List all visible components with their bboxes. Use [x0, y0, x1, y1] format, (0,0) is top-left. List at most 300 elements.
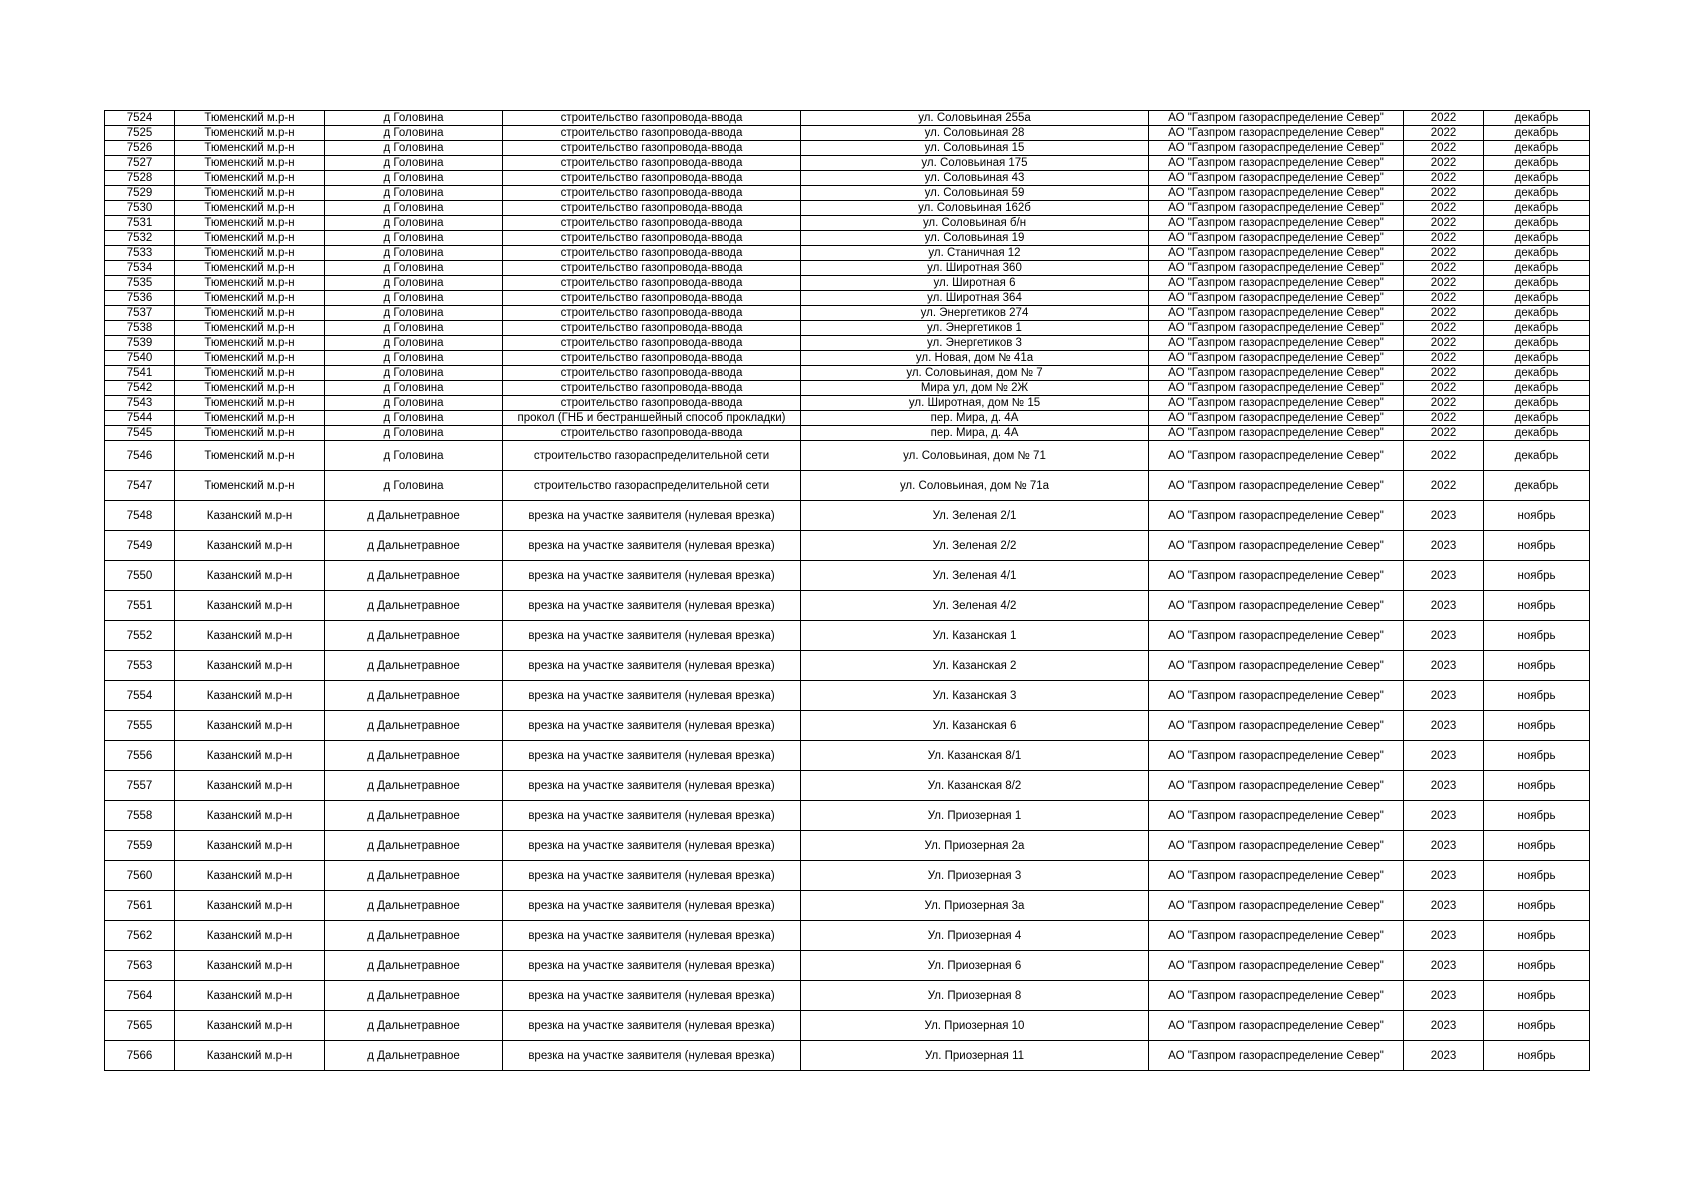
organization-cell: АО "Газпром газораспределение Север" [1149, 261, 1404, 276]
address-cell: Ул. Приозерная 1 [801, 801, 1149, 831]
settlement-cell: д Головина [325, 426, 503, 441]
address-cell: Ул. Приозерная 3 [801, 861, 1149, 891]
month-cell: декабрь [1484, 471, 1590, 501]
month-cell: декабрь [1484, 426, 1590, 441]
work-type-cell: строительство газопровода-ввода [503, 186, 801, 201]
row-number-cell: 7555 [105, 711, 175, 741]
row-number-cell: 7544 [105, 411, 175, 426]
work-type-cell: строительство газопровода-ввода [503, 261, 801, 276]
district-cell: Тюменский м.р-н [175, 471, 325, 501]
row-number-cell: 7532 [105, 231, 175, 246]
year-cell: 2022 [1404, 336, 1484, 351]
year-cell: 2023 [1404, 531, 1484, 561]
address-cell: Ул. Казанская 8/2 [801, 771, 1149, 801]
year-cell: 2023 [1404, 621, 1484, 651]
table-row [105, 396, 1590, 411]
row-number-cell: 7525 [105, 126, 175, 141]
month-cell: декабрь [1484, 441, 1590, 471]
month-cell: ноябрь [1484, 741, 1590, 771]
month-cell: ноябрь [1484, 1011, 1590, 1041]
table-row [105, 336, 1590, 351]
address-cell: ул. Соловьиная, дом № 71 [801, 441, 1149, 471]
district-cell: Казанский м.р-н [175, 591, 325, 621]
month-cell: ноябрь [1484, 801, 1590, 831]
district-cell: Казанский м.р-н [175, 801, 325, 831]
settlement-cell: д Дальнетравное [325, 891, 503, 921]
table-row [105, 1041, 1590, 1071]
table-row [105, 1011, 1590, 1041]
organization-cell: АО "Газпром газораспределение Север" [1149, 891, 1404, 921]
district-cell: Тюменский м.р-н [175, 381, 325, 396]
work-type-cell: врезка на участке заявителя (нулевая врезка) [503, 561, 801, 591]
address-cell: ул. Соловьиная 15 [801, 141, 1149, 156]
work-type-cell: врезка на участке заявителя (нулевая врезка) [503, 891, 801, 921]
work-type-cell: врезка на участке заявителя (нулевая врезка) [503, 771, 801, 801]
month-cell: ноябрь [1484, 831, 1590, 861]
work-type-cell: строительство газопровода-ввода [503, 201, 801, 216]
settlement-cell: д Головина [325, 471, 503, 501]
year-cell: 2022 [1404, 231, 1484, 246]
address-cell: Ул. Казанская 3 [801, 681, 1149, 711]
table-row [105, 621, 1590, 651]
address-cell: Ул. Приозерная 6 [801, 951, 1149, 981]
work-type-cell: врезка на участке заявителя (нулевая врезка) [503, 531, 801, 561]
year-cell: 2023 [1404, 561, 1484, 591]
settlement-cell: д Головина [325, 231, 503, 246]
address-cell: ул. Соловьиная, дом № 7 [801, 366, 1149, 381]
settlement-cell: д Головина [325, 366, 503, 381]
district-cell: Казанский м.р-н [175, 981, 325, 1011]
work-type-cell: строительство газопровода-ввода [503, 231, 801, 246]
organization-cell: АО "Газпром газораспределение Север" [1149, 321, 1404, 336]
organization-cell: АО "Газпром газораспределение Север" [1149, 141, 1404, 156]
work-type-cell: строительство газопровода-ввода [503, 246, 801, 261]
district-cell: Казанский м.р-н [175, 1011, 325, 1041]
organization-cell: АО "Газпром газораспределение Север" [1149, 186, 1404, 201]
organization-cell: АО "Газпром газораспределение Север" [1149, 621, 1404, 651]
address-cell: Ул. Приозерная 11 [801, 1041, 1149, 1071]
table-row [105, 471, 1590, 501]
organization-cell: АО "Газпром газораспределение Север" [1149, 306, 1404, 321]
row-number-cell: 7527 [105, 156, 175, 171]
year-cell: 2023 [1404, 861, 1484, 891]
work-type-cell: врезка на участке заявителя (нулевая врезка) [503, 681, 801, 711]
work-type-cell: строительство газопровода-ввода [503, 216, 801, 231]
work-type-cell: врезка на участке заявителя (нулевая врезка) [503, 1011, 801, 1041]
row-number-cell: 7554 [105, 681, 175, 711]
year-cell: 2022 [1404, 291, 1484, 306]
table-row [105, 501, 1590, 531]
settlement-cell: д Дальнетравное [325, 951, 503, 981]
row-number-cell: 7562 [105, 921, 175, 951]
row-number-cell: 7547 [105, 471, 175, 501]
year-cell: 2022 [1404, 351, 1484, 366]
organization-cell: АО "Газпром газораспределение Север" [1149, 981, 1404, 1011]
settlement-cell: д Дальнетравное [325, 771, 503, 801]
address-cell: Ул. Приозерная 8 [801, 981, 1149, 1011]
district-cell: Казанский м.р-н [175, 741, 325, 771]
row-number-cell: 7539 [105, 336, 175, 351]
organization-cell: АО "Газпром газораспределение Север" [1149, 861, 1404, 891]
year-cell: 2023 [1404, 831, 1484, 861]
district-cell: Казанский м.р-н [175, 531, 325, 561]
settlement-cell: д Головина [325, 156, 503, 171]
organization-cell: АО "Газпром газораспределение Север" [1149, 681, 1404, 711]
row-number-cell: 7535 [105, 276, 175, 291]
settlement-cell: д Головина [325, 261, 503, 276]
organization-cell: АО "Газпром газораспределение Север" [1149, 471, 1404, 501]
row-number-cell: 7561 [105, 891, 175, 921]
year-cell: 2023 [1404, 711, 1484, 741]
organization-cell: АО "Газпром газораспределение Север" [1149, 231, 1404, 246]
row-number-cell: 7553 [105, 651, 175, 681]
row-number-cell: 7557 [105, 771, 175, 801]
settlement-cell: д Дальнетравное [325, 711, 503, 741]
table-row [105, 426, 1590, 441]
district-cell: Казанский м.р-н [175, 951, 325, 981]
address-cell: Ул. Приозерная 10 [801, 1011, 1149, 1041]
district-cell: Казанский м.р-н [175, 1041, 325, 1071]
settlement-cell: д Головина [325, 441, 503, 471]
year-cell: 2022 [1404, 156, 1484, 171]
address-cell: Ул. Приозерная 3а [801, 891, 1149, 921]
settlement-cell: д Дальнетравное [325, 861, 503, 891]
district-cell: Казанский м.р-н [175, 771, 325, 801]
district-cell: Тюменский м.р-н [175, 276, 325, 291]
work-type-cell: врезка на участке заявителя (нулевая врезка) [503, 801, 801, 831]
table-row [105, 651, 1590, 681]
year-cell: 2022 [1404, 126, 1484, 141]
table-row [105, 156, 1590, 171]
organization-cell: АО "Газпром газораспределение Север" [1149, 951, 1404, 981]
address-cell: Ул. Приозерная 4 [801, 921, 1149, 951]
district-cell: Тюменский м.р-н [175, 186, 325, 201]
month-cell: декабрь [1484, 381, 1590, 396]
table-row [105, 741, 1590, 771]
year-cell: 2022 [1404, 366, 1484, 381]
organization-cell: АО "Газпром газораспределение Север" [1149, 156, 1404, 171]
year-cell: 2022 [1404, 441, 1484, 471]
year-cell: 2023 [1404, 771, 1484, 801]
work-type-cell: строительство газопровода-ввода [503, 306, 801, 321]
settlement-cell: д Дальнетравное [325, 981, 503, 1011]
district-cell: Тюменский м.р-н [175, 171, 325, 186]
work-type-cell: врезка на участке заявителя (нулевая врезка) [503, 981, 801, 1011]
year-cell: 2022 [1404, 276, 1484, 291]
month-cell: декабрь [1484, 276, 1590, 291]
row-number-cell: 7549 [105, 531, 175, 561]
settlement-cell: д Головина [325, 126, 503, 141]
address-cell: ул. Энергетиков 3 [801, 336, 1149, 351]
row-number-cell: 7528 [105, 171, 175, 186]
work-type-cell: строительство газопровода-ввода [503, 156, 801, 171]
organization-cell: АО "Газпром газораспределение Север" [1149, 126, 1404, 141]
address-cell: ул. Соловьиная 28 [801, 126, 1149, 141]
row-number-cell: 7550 [105, 561, 175, 591]
row-number-cell: 7534 [105, 261, 175, 276]
address-cell: ул. Соловьиная 19 [801, 231, 1149, 246]
row-number-cell: 7548 [105, 501, 175, 531]
year-cell: 2022 [1404, 471, 1484, 501]
table-row [105, 951, 1590, 981]
organization-cell: АО "Газпром газораспределение Север" [1149, 651, 1404, 681]
district-cell: Казанский м.р-н [175, 921, 325, 951]
month-cell: ноябрь [1484, 1041, 1590, 1071]
row-number-cell: 7558 [105, 801, 175, 831]
month-cell: декабрь [1484, 156, 1590, 171]
district-cell: Тюменский м.р-н [175, 396, 325, 411]
address-cell: пер. Мира, д. 4А [801, 411, 1149, 426]
row-number-cell: 7541 [105, 366, 175, 381]
settlement-cell: д Дальнетравное [325, 561, 503, 591]
organization-cell: АО "Газпром газораспределение Север" [1149, 396, 1404, 411]
month-cell: ноябрь [1484, 711, 1590, 741]
address-cell: Ул. Зеленая 2/1 [801, 501, 1149, 531]
settlement-cell: д Головина [325, 321, 503, 336]
table-row [105, 771, 1590, 801]
table-row [105, 681, 1590, 711]
work-type-cell: врезка на участке заявителя (нулевая врезка) [503, 831, 801, 861]
address-cell: ул. Станичная 12 [801, 246, 1149, 261]
table-row [105, 591, 1590, 621]
address-cell: ул. Широтная 360 [801, 261, 1149, 276]
table-row [105, 216, 1590, 231]
organization-cell: АО "Газпром газораспределение Север" [1149, 171, 1404, 186]
work-type-cell: строительство газораспределительной сети [503, 441, 801, 471]
work-type-cell: строительство газопровода-ввода [503, 336, 801, 351]
year-cell: 2022 [1404, 186, 1484, 201]
settlement-cell: д Головина [325, 336, 503, 351]
organization-cell: АО "Газпром газораспределение Север" [1149, 276, 1404, 291]
organization-cell: АО "Газпром газораспределение Север" [1149, 531, 1404, 561]
organization-cell: АО "Газпром газораспределение Север" [1149, 741, 1404, 771]
address-cell: Мира ул, дом № 2Ж [801, 381, 1149, 396]
year-cell: 2022 [1404, 306, 1484, 321]
table-row [105, 921, 1590, 951]
settlement-cell: д Головина [325, 186, 503, 201]
address-cell: Ул. Зеленая 4/2 [801, 591, 1149, 621]
month-cell: ноябрь [1484, 591, 1590, 621]
table-row [105, 111, 1590, 126]
table-row [105, 231, 1590, 246]
work-type-cell: строительство газопровода-ввода [503, 126, 801, 141]
district-cell: Казанский м.р-н [175, 711, 325, 741]
row-number-cell: 7524 [105, 111, 175, 126]
month-cell: декабрь [1484, 261, 1590, 276]
settlement-cell: д Дальнетравное [325, 741, 503, 771]
address-cell: Ул. Казанская 1 [801, 621, 1149, 651]
district-cell: Тюменский м.р-н [175, 156, 325, 171]
table-row [105, 261, 1590, 276]
district-cell: Тюменский м.р-н [175, 306, 325, 321]
year-cell: 2022 [1404, 246, 1484, 261]
settlement-cell: д Дальнетравное [325, 531, 503, 561]
month-cell: ноябрь [1484, 651, 1590, 681]
district-cell: Казанский м.р-н [175, 501, 325, 531]
address-cell: ул. Энергетиков 1 [801, 321, 1149, 336]
year-cell: 2023 [1404, 591, 1484, 621]
organization-cell: АО "Газпром газораспределение Север" [1149, 921, 1404, 951]
settlement-cell: д Головина [325, 141, 503, 156]
row-number-cell: 7537 [105, 306, 175, 321]
district-cell: Казанский м.р-н [175, 861, 325, 891]
gas-connection-table [104, 110, 1590, 1071]
work-type-cell: строительство газопровода-ввода [503, 321, 801, 336]
work-type-cell: строительство газопровода-ввода [503, 381, 801, 396]
row-number-cell: 7545 [105, 426, 175, 441]
row-number-cell: 7551 [105, 591, 175, 621]
month-cell: декабрь [1484, 231, 1590, 246]
organization-cell: АО "Газпром газораспределение Север" [1149, 246, 1404, 261]
work-type-cell: строительство газораспределительной сети [503, 471, 801, 501]
organization-cell: АО "Газпром газораспределение Север" [1149, 711, 1404, 741]
organization-cell: АО "Газпром газораспределение Север" [1149, 1041, 1404, 1071]
organization-cell: АО "Газпром газораспределение Север" [1149, 111, 1404, 126]
table-row [105, 141, 1590, 156]
table-row [105, 276, 1590, 291]
district-cell: Тюменский м.р-н [175, 231, 325, 246]
row-number-cell: 7559 [105, 831, 175, 861]
row-number-cell: 7552 [105, 621, 175, 651]
month-cell: ноябрь [1484, 501, 1590, 531]
work-type-cell: врезка на участке заявителя (нулевая врезка) [503, 501, 801, 531]
year-cell: 2022 [1404, 171, 1484, 186]
month-cell: ноябрь [1484, 681, 1590, 711]
district-cell: Тюменский м.р-н [175, 366, 325, 381]
month-cell: декабрь [1484, 126, 1590, 141]
district-cell: Тюменский м.р-н [175, 426, 325, 441]
year-cell: 2023 [1404, 981, 1484, 1011]
district-cell: Тюменский м.р-н [175, 126, 325, 141]
year-cell: 2022 [1404, 321, 1484, 336]
address-cell: Ул. Казанская 6 [801, 711, 1149, 741]
address-cell: пер. Мира, д. 4А [801, 426, 1149, 441]
work-type-cell: врезка на участке заявителя (нулевая врезка) [503, 621, 801, 651]
district-cell: Казанский м.р-н [175, 831, 325, 861]
district-cell: Тюменский м.р-н [175, 291, 325, 306]
month-cell: декабрь [1484, 186, 1590, 201]
settlement-cell: д Дальнетравное [325, 921, 503, 951]
table-row [105, 366, 1590, 381]
settlement-cell: д Головина [325, 381, 503, 396]
settlement-cell: д Дальнетравное [325, 801, 503, 831]
month-cell: ноябрь [1484, 561, 1590, 591]
organization-cell: АО "Газпром газораспределение Север" [1149, 831, 1404, 861]
work-type-cell: врезка на участке заявителя (нулевая врезка) [503, 591, 801, 621]
settlement-cell: д Головина [325, 276, 503, 291]
month-cell: ноябрь [1484, 531, 1590, 561]
work-type-cell: строительство газопровода-ввода [503, 171, 801, 186]
table-row [105, 441, 1590, 471]
row-number-cell: 7546 [105, 441, 175, 471]
work-type-cell: врезка на участке заявителя (нулевая врезка) [503, 651, 801, 681]
table-row [105, 306, 1590, 321]
organization-cell: АО "Газпром газораспределение Север" [1149, 561, 1404, 591]
organization-cell: АО "Газпром газораспределение Север" [1149, 591, 1404, 621]
settlement-cell: д Головина [325, 171, 503, 186]
year-cell: 2022 [1404, 381, 1484, 396]
work-type-cell: строительство газопровода-ввода [503, 396, 801, 411]
month-cell: ноябрь [1484, 951, 1590, 981]
month-cell: декабрь [1484, 216, 1590, 231]
row-number-cell: 7565 [105, 1011, 175, 1041]
row-number-cell: 7543 [105, 396, 175, 411]
year-cell: 2023 [1404, 921, 1484, 951]
district-cell: Тюменский м.р-н [175, 351, 325, 366]
year-cell: 2022 [1404, 201, 1484, 216]
month-cell: декабрь [1484, 201, 1590, 216]
settlement-cell: д Головина [325, 306, 503, 321]
organization-cell: АО "Газпром газораспределение Север" [1149, 291, 1404, 306]
year-cell: 2023 [1404, 501, 1484, 531]
address-cell: Ул. Казанская 2 [801, 651, 1149, 681]
table-row [105, 561, 1590, 591]
table-row [105, 291, 1590, 306]
address-cell: ул. Энергетиков 274 [801, 306, 1149, 321]
organization-cell: АО "Газпром газораспределение Север" [1149, 426, 1404, 441]
address-cell: Ул. Приозерная 2а [801, 831, 1149, 861]
year-cell: 2022 [1404, 216, 1484, 231]
organization-cell: АО "Газпром газораспределение Север" [1149, 771, 1404, 801]
table-row [105, 861, 1590, 891]
organization-cell: АО "Газпром газораспределение Север" [1149, 336, 1404, 351]
table-row [105, 411, 1590, 426]
row-number-cell: 7538 [105, 321, 175, 336]
month-cell: декабрь [1484, 396, 1590, 411]
month-cell: ноябрь [1484, 891, 1590, 921]
month-cell: декабрь [1484, 141, 1590, 156]
table-row [105, 891, 1590, 921]
work-type-cell: строительство газопровода-ввода [503, 366, 801, 381]
work-type-cell: врезка на участке заявителя (нулевая врезка) [503, 711, 801, 741]
address-cell: ул. Широтная, дом № 15 [801, 396, 1149, 411]
district-cell: Тюменский м.р-н [175, 411, 325, 426]
district-cell: Тюменский м.р-н [175, 336, 325, 351]
table-row [105, 801, 1590, 831]
month-cell: декабрь [1484, 111, 1590, 126]
district-cell: Тюменский м.р-н [175, 261, 325, 276]
address-cell: ул. Соловьиная, дом № 71а [801, 471, 1149, 501]
row-number-cell: 7560 [105, 861, 175, 891]
organization-cell: АО "Газпром газораспределение Север" [1149, 411, 1404, 426]
work-type-cell: строительство газопровода-ввода [503, 426, 801, 441]
work-type-cell: строительство газопровода-ввода [503, 351, 801, 366]
row-number-cell: 7540 [105, 351, 175, 366]
work-type-cell: прокол (ГНБ и бестраншейный способ прокладки) [503, 411, 801, 426]
row-number-cell: 7531 [105, 216, 175, 231]
table-row [105, 981, 1590, 1011]
row-number-cell: 7566 [105, 1041, 175, 1071]
settlement-cell: д Головина [325, 246, 503, 261]
address-cell: ул. Соловьиная 59 [801, 186, 1149, 201]
organization-cell: АО "Газпром газораспределение Север" [1149, 366, 1404, 381]
settlement-cell: д Дальнетравное [325, 831, 503, 861]
settlement-cell: д Головина [325, 351, 503, 366]
table-row [105, 381, 1590, 396]
organization-cell: АО "Газпром газораспределение Север" [1149, 216, 1404, 231]
district-cell: Казанский м.р-н [175, 651, 325, 681]
organization-cell: АО "Газпром газораспределение Север" [1149, 501, 1404, 531]
address-cell: ул. Соловьиная б/н [801, 216, 1149, 231]
work-type-cell: строительство газопровода-ввода [503, 276, 801, 291]
settlement-cell: д Головина [325, 411, 503, 426]
settlement-cell: д Головина [325, 201, 503, 216]
district-cell: Казанский м.р-н [175, 891, 325, 921]
settlement-cell: д Головина [325, 291, 503, 306]
table-body [105, 111, 1590, 1071]
month-cell: декабрь [1484, 336, 1590, 351]
table-row [105, 126, 1590, 141]
